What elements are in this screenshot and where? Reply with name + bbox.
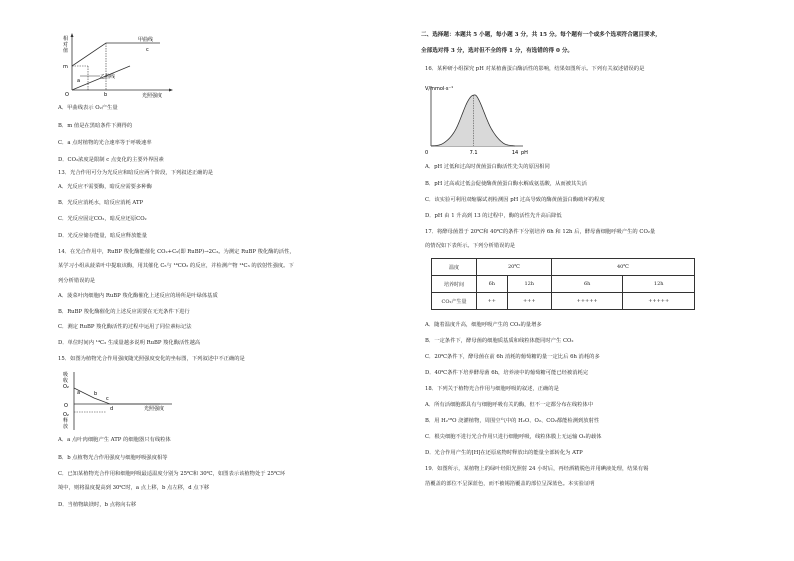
fig3-ylabel: V/mmol·s⁻¹	[425, 86, 454, 92]
fig2-o-label: O	[64, 403, 68, 409]
fig2-b-label: b	[94, 391, 98, 397]
table-cell: +++++	[551, 293, 623, 310]
q12-option-c: C．a 点时植物的光合速率等于呼吸速率	[58, 140, 152, 146]
q14-stem-3: 列分析错误的是	[58, 278, 96, 284]
fig3-end-label: 14	[511, 150, 519, 156]
table-cell: 12h	[507, 276, 551, 293]
q13-option-a: A．光反应不需要酶，暗反应需要多种酶	[58, 184, 152, 190]
fig1-ylabel-1: 相	[63, 36, 69, 42]
q14-stem-1: 14．在光合作用中，RuBP 羧化酶能催化 CO₂+C₅(即 RuBP)→2C₃。为测定 RuBP 羧化酶的活性，	[58, 249, 295, 255]
q18-stem: 18．下列关于植物光合作用与细胞呼吸的叙述，正确的是	[425, 386, 559, 392]
table-row	[432, 293, 695, 310]
fig1-line-a-label: 甲曲线	[138, 37, 154, 43]
q14-option-a: A．菠菜叶肉细胞内 RuBP 羧化酶催化上述反应的场所是叶绿体基质	[58, 293, 218, 299]
fig1-m-label: m	[63, 64, 68, 70]
table-cell: 40℃	[551, 259, 694, 276]
table-cell: 6h	[551, 276, 623, 293]
table-cell: +++	[507, 293, 551, 310]
q14-option-b: B．RuBP 羧化酶催化的上述反应需要在无光条件下进行	[58, 309, 190, 315]
q19-stem-2: 箔覆盖的部位不呈深蓝色，而不被锡箔覆盖的部位呈深蓝色。本实验证明	[425, 481, 595, 487]
table-cell: 温度	[432, 259, 477, 276]
fig3-o-label: 0	[425, 150, 429, 156]
fig1-ylabel-3: 值	[63, 48, 69, 54]
q15-option-c-1: C．已知某植物光合作用和细胞呼吸最适温度分别为 25℃和 30℃，如图表示该植物处于 25℃环	[58, 471, 286, 477]
q14-option-c: C．测定 RuBP 羧化酶活性的过程中运用了同位素标记法	[58, 324, 192, 330]
table-cell: +++++	[623, 293, 695, 310]
q14-option-d: D．单位时间内 ¹⁴C₃ 生成量越多说明 RuBP 羧化酶活性越高	[58, 340, 201, 346]
q17-stem-1: 17．将酵母菌置于 20℃和 40℃的条件下分别培养 6h 和 12h 后，酵母菌细胞呼吸产生的 CO₂量	[425, 229, 656, 235]
table-row	[432, 259, 695, 276]
q13-option-d: D．光反应储存能量，暗反应释放能量	[58, 233, 147, 239]
q15-option-b: B．b 点植物光合作用强度与细胞呼吸强度相等	[58, 455, 168, 461]
fig2-c-label: c	[106, 396, 109, 402]
q15-option-d: D．当植物缺镁时，b 点将向右移	[58, 502, 137, 508]
fig1-c-label: c	[146, 47, 149, 53]
q15-stem: 15．如图为植物光合作用强度随光照强度变化的坐标图，下列叙述中不正确的是	[58, 356, 245, 362]
table-cell: ++	[477, 293, 508, 310]
table-row	[432, 276, 695, 293]
q17-option-a: A．随着温度升高，细胞呼吸产生的 CO₂的量增多	[425, 322, 542, 328]
q13-stem: 13．光合作用可分为光反应和暗反应两个阶段，下列叙述正确的是	[58, 170, 214, 176]
q13-option-c: C．光反应固定CO₂，暗反应还原CO₂	[58, 216, 147, 222]
fig2-xlabel: 光照强度	[144, 406, 165, 412]
q17-option-d: D．40℃条件下培养酵母菌 6h，培养液中的葡萄糖可能已经被消耗完	[425, 370, 589, 376]
fig2-ylabel-top-2: 收	[63, 378, 69, 384]
table-cell: 12h	[623, 276, 695, 293]
q13-option-b: B．光反应消耗水，暗反应消耗 ATP	[58, 200, 144, 206]
fig2-d-label: d	[110, 406, 114, 412]
fig1-ylabel-2: 对	[63, 42, 69, 48]
fig1-o-label: O	[65, 92, 69, 98]
q12-option-d: D．CO₂浓度是限制 c 点变化的主要外界因素	[58, 157, 164, 163]
q17-option-c: C．20℃条件下，酵母菌在前 6h 消耗的葡萄糖的量一定比后 6h 消耗的多	[425, 354, 600, 360]
q16-option-c: C．该实验可利用双缩脲试剂检测因 pH 过高导致的酶黄菌蛋白酶破坏的程度	[425, 197, 605, 203]
q12-option-a: A．甲曲线表示 O₂产生量	[58, 105, 118, 111]
section-header-2: 全部选对得 3 分，选对但不全的得 1 分，有选错的得 0 分。	[421, 48, 574, 54]
section-header-1: 二、选择题：本题共 5 小题，每小题 3 分，共 15 分。每个题有一个或多个选项符合题目要求，	[421, 32, 661, 38]
fig2-ylabel-bottom-1: O₂	[63, 412, 69, 418]
q18-option-d: D．光合作用产生的[H]在还原底物时释放出的能量全部转化为 ATP	[425, 450, 583, 456]
yeast-co2-table	[431, 258, 695, 310]
fig1-b-label: b	[104, 92, 108, 98]
table-cell: 培养时间	[432, 276, 477, 293]
q18-option-a: A．所有活细胞都具有与细胞呼吸有关的酶，但不一定都分布在线粒体中	[425, 402, 594, 408]
q18-option-c: C．根尖细胞不进行光合作用只进行细胞呼吸，线粒体膜上无运输 O₂的载体	[425, 434, 602, 440]
q16-option-d: D．pH 由 1 升高到 13 的过程中，酶的活性先升高后降低	[425, 213, 562, 219]
fig2-a-label: a	[77, 390, 81, 396]
q18-option-b: B．用 H₂¹⁸O 浇灌植物，周围空气中的 H₂O、O₂、CO₂都能检测到放射性	[425, 418, 600, 424]
q16-option-b: B．pH 过高或过低会促使酶黄菌蛋白酶水解成氨基酸，从而被其失活	[425, 181, 587, 187]
table-cell: 20℃	[477, 259, 552, 276]
figure-light-curve	[60, 30, 190, 98]
figure-o2-curve	[60, 368, 190, 434]
fig2-ylabel-top-3: O₂	[63, 384, 69, 390]
fig2-ylabel-bottom-3: 放	[63, 424, 69, 430]
q14-stem-2: 某学习小组从菠菜叶中提取该酶，用其催化 C₅与 ¹⁴CO₂ 的反应，并检测产物 ¹⁴C₃ 的放射性强度。下	[58, 263, 294, 269]
figure-ph-enzyme-chart	[423, 80, 533, 158]
q19-stem-1: 19．如图所示，某植物上的绿叶经阳光照射 24 小时后，再经酒精脱色并用碘液处理，结果有锡	[425, 466, 649, 472]
fig1-xlabel: 光照强度	[142, 93, 163, 98]
q17-option-b: B．一定条件下，酵母菌的细胞质基质和线粒体能同时产生 CO₂	[425, 338, 574, 344]
q17-stem-2: 的情况如下表所示。下列分析错误的是	[425, 243, 516, 249]
table-cell: 6h	[477, 276, 508, 293]
ph-curve-fill	[431, 95, 515, 146]
fig1-a-label: a	[77, 78, 81, 84]
fig3-peak-label: 7.1	[469, 150, 478, 156]
fig2-ylabel-top-1: 吸	[63, 372, 69, 378]
q16-option-a: A．pH 过低和过高时黄菌蛋白酶活性先失的原因相同	[425, 164, 550, 170]
fig3-xlabel: pH	[521, 150, 528, 156]
table-cell: CO₂产生量	[432, 293, 477, 310]
fig1-line-b-label: 乙曲线	[100, 74, 116, 80]
q16-stem: 16．某种研小组探究 pH 对某植菌蛋白酶活性的影响，结果如图所示。下列有关叙述错误的是	[425, 66, 645, 72]
q15-option-c-2: 境中，则将温度提高到 30℃时，a 点上移，b 点左移，d 点下移	[58, 485, 210, 491]
q12-option-b: B．m 值是在黑暗条件下测得的	[58, 123, 133, 129]
q15-option-a: A．a 点叶肉细胞产生 ATP 的细胞器只有线粒体	[58, 437, 171, 443]
fig2-ylabel-bottom-2: 释	[63, 418, 69, 424]
